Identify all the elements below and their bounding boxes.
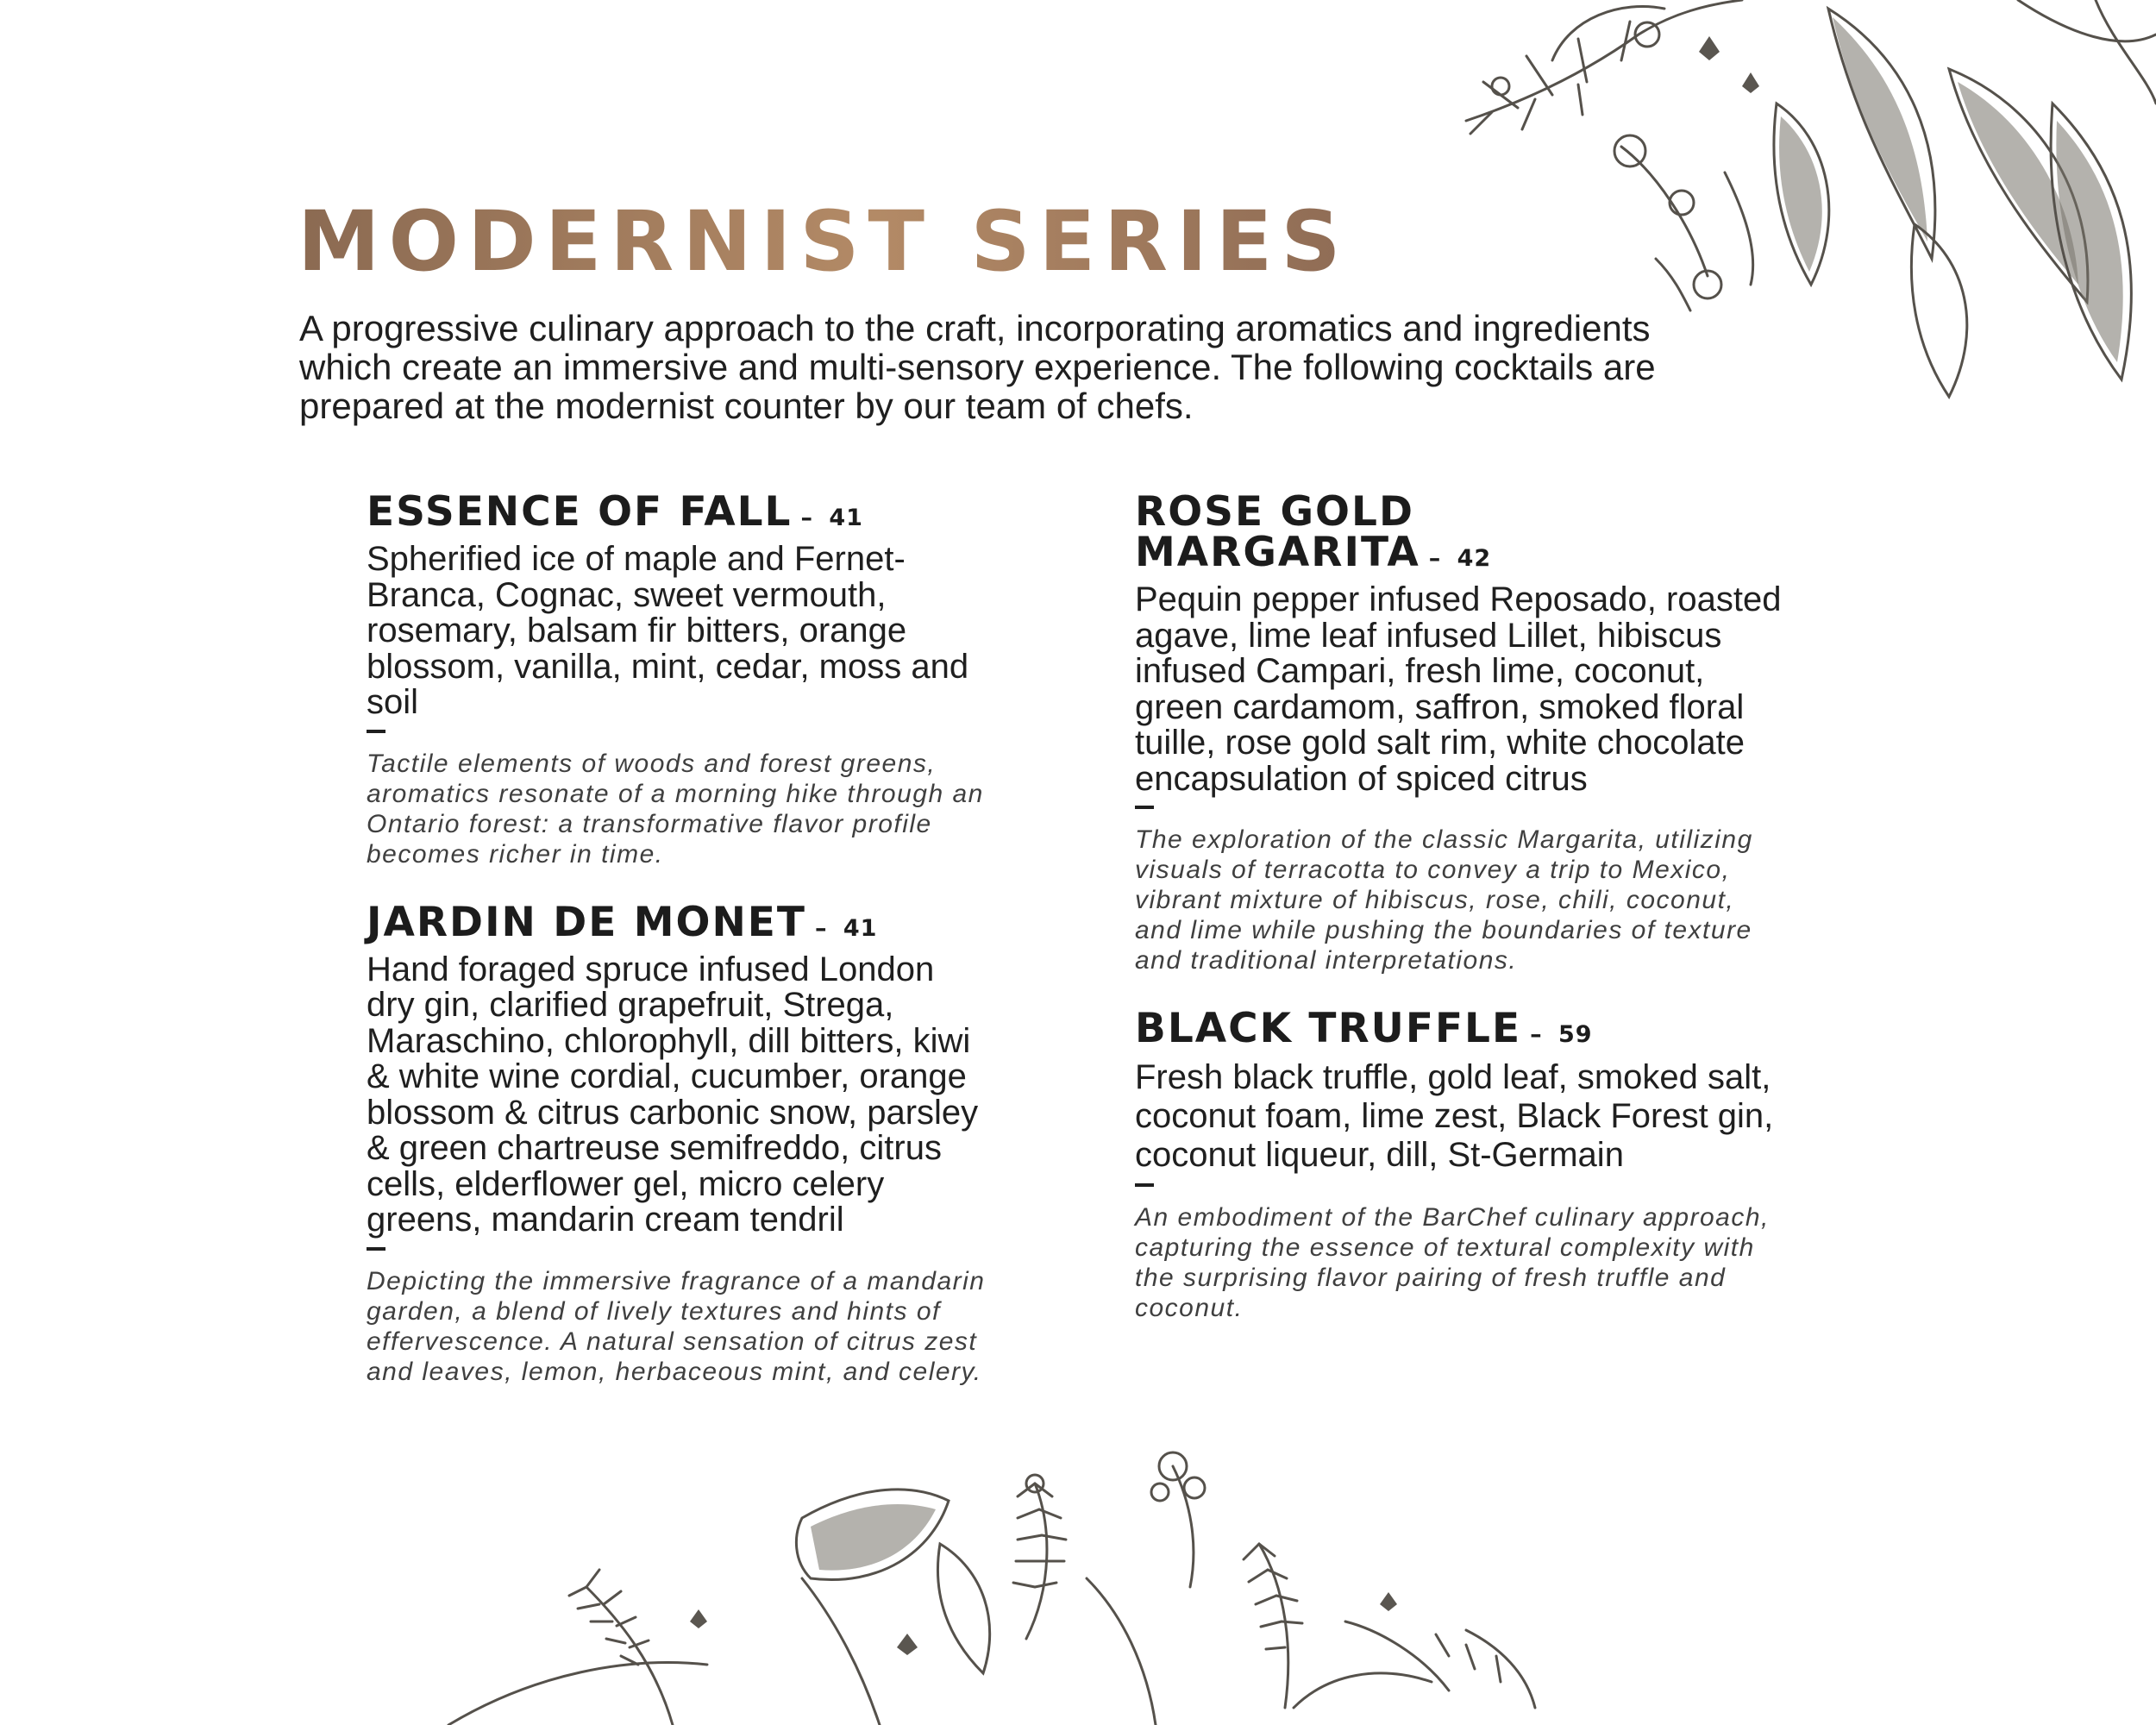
item-name: ESSENCE OF FALL — [367, 488, 793, 536]
item-price: 41 — [843, 914, 878, 942]
menu-item-essence-of-fall — [367, 488, 1056, 869]
divider — [1135, 1183, 1154, 1187]
item-ingredients: Spherified ice of maple and Fernet-Branca, Cognac, sweet vermouth, rosemary, balsam fir bitters, orange blossom, vanilla, mint, cedar, moss and soil — [367, 540, 969, 721]
menu-item-jardin-de-monet — [367, 898, 1056, 1387]
page-title: MODERNIST SERIES — [298, 193, 1350, 290]
leaf-cluster-icon — [1774, 0, 2156, 397]
item-name: JARDIN DE MONET — [367, 898, 806, 946]
botanical-illustration-bottom — [431, 1449, 1725, 1725]
divider — [1135, 806, 1154, 809]
intro-paragraph: A progressive culinary approach to the craft, incorporating aromatics and ingredients which create an immersive and multi-sensory experience. The following cocktails are prepared at the modernist counter by our team of chefs. — [299, 308, 1656, 426]
item-name: ROSE GOLD MARGARITA — [1135, 488, 1420, 576]
item-price: 59 — [1557, 1021, 1593, 1048]
item-ingredients: Fresh black truffle, gold leaf, smoked salt, coconut foam, lime zest, Black Forest gin, coconut liqueur, dill, St-Germain — [1135, 1058, 1774, 1174]
item-description: An embodiment of the BarChef culinary approach, capturing the essence of textural complexity with the surprising flavor pairing of fresh truffle and coconut. — [1135, 1203, 1770, 1322]
divider — [367, 1247, 385, 1251]
item-price: 41 — [829, 505, 863, 531]
price-separator: – — [1530, 1021, 1543, 1048]
price-separator: – — [814, 914, 828, 942]
item-description: The exploration of the classic Margarita, utilizing visuals of terracotta to convey a trip to Mexico, vibrant mixture of hibiscus, rose, chili, coconut, and lime while pushing the boundaries of texture and traditional interpretations. — [1135, 825, 1753, 975]
item-name: BLACK TRUFFLE — [1135, 1005, 1522, 1052]
menu-column-left — [367, 488, 1056, 1387]
price-separator: – — [1428, 545, 1442, 572]
price-separator: – — [800, 505, 814, 531]
menu-item-black-truffle — [1135, 1005, 1825, 1323]
menu-item-rose-gold-margarita — [1135, 488, 1825, 975]
item-price: 42 — [1457, 545, 1492, 572]
flower-sprig-icon — [1466, 0, 1759, 310]
item-description: Tactile elements of woods and forest greens, aromatics resonate of a morning hike through an Ontario forest: a transformative flavor profile becomes richer in time. — [367, 749, 984, 869]
herb-bouquet-icon — [448, 1452, 1535, 1725]
item-ingredients: Pequin pepper infused Reposado, roasted agave, lime leaf infused Lillet, hibiscus infused Campari, fresh lime, coconut, green cardamom, saffron, smoked floral tuille, rose gold salt rim, white chocolate encapsulation of spiced citrus — [1135, 580, 1782, 798]
divider — [367, 730, 385, 733]
item-description: Depicting the immersive fragrance of a mandarin garden, a blend of lively textures and hints of effervescence. A natural sensation of citrus zest and leaves, lemon, herbaceous mint, and celery. — [367, 1266, 986, 1386]
menu-column-right — [1135, 488, 1825, 1323]
item-ingredients: Hand foraged spruce infused London dry gin, clarified grapefruit, Strega, Maraschino, chlorophyll, dill bitters, kiwi & white wine cordial, cucumber, orange blossom & citrus carbonic snow, parsley & green chartreuse semifreddo, citrus cells, elderflower gel, micro celery greens, mandarin cream tendril — [367, 950, 979, 1239]
